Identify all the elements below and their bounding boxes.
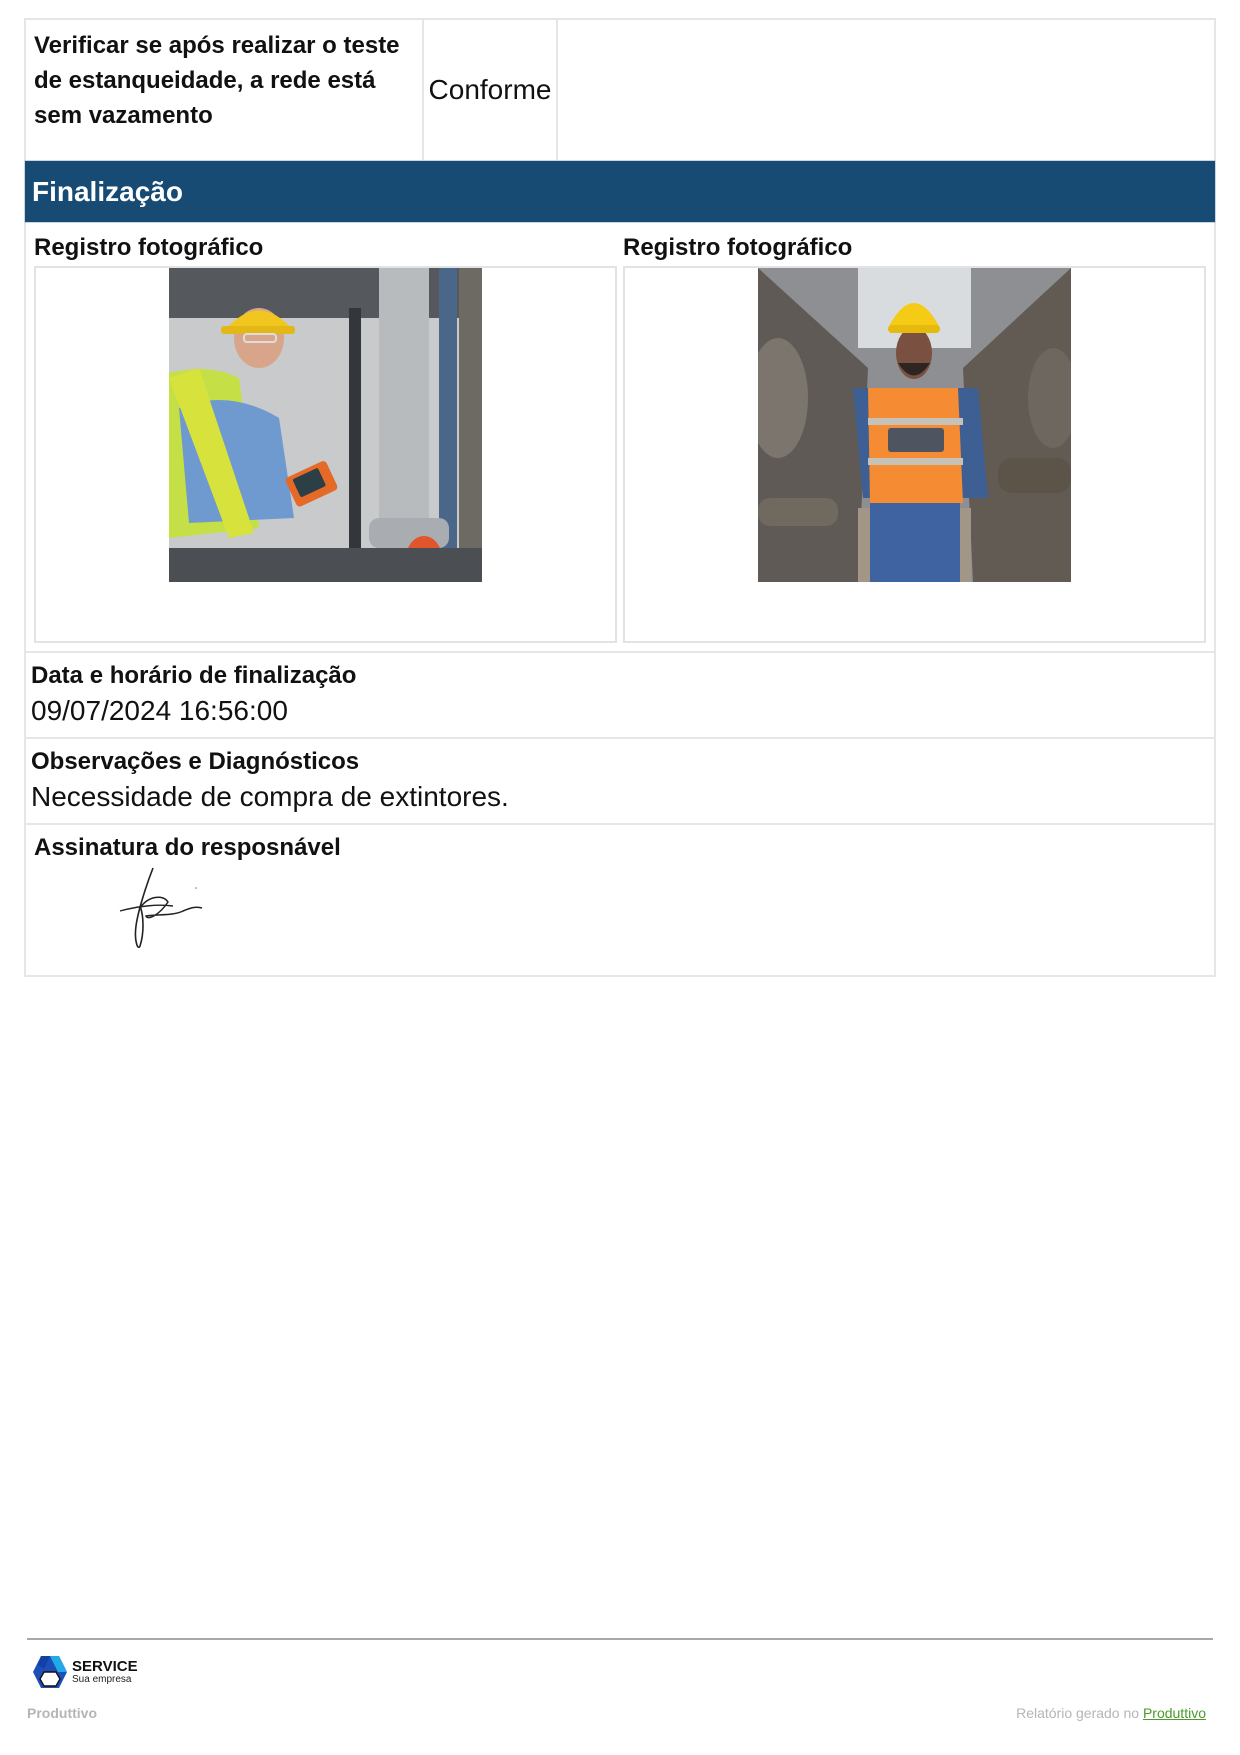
photo-frame xyxy=(623,266,1206,643)
hexagon-logo-icon xyxy=(32,1655,68,1689)
footer-generated-prefix: Relatório gerado no xyxy=(1016,1705,1143,1721)
photo-worker-meter[interactable] xyxy=(169,268,482,582)
photo-record-2 xyxy=(623,231,1206,643)
footer-divider xyxy=(27,1638,1213,1640)
finalization-datetime-field xyxy=(24,653,1216,739)
finalization-datetime-value: 09/07/2024 16:56:00 xyxy=(31,695,288,726)
photo-worker-tablet[interactable] xyxy=(758,268,1071,582)
signature-image xyxy=(118,866,218,956)
logo-tagline: Sua empresa xyxy=(72,1674,132,1685)
checklist-notes xyxy=(558,20,1214,160)
photo-record-row xyxy=(24,223,1216,653)
logo-text xyxy=(72,1659,138,1685)
section-header-finalizacao xyxy=(24,160,1216,223)
logo-name: SERVICE xyxy=(72,1658,138,1675)
photo-label: Registro fotográfico xyxy=(34,234,264,261)
section-title: Finalização xyxy=(32,175,183,207)
checklist-question: Verificar se após realizar o teste de estanqueidade, a rede está sem vazamento xyxy=(26,20,424,160)
field-label: Observações e Diagnósticos xyxy=(31,748,360,775)
produttivo-link[interactable]: Produttivo xyxy=(1142,1705,1206,1721)
company-logo xyxy=(32,1655,138,1689)
footer-generated-by xyxy=(1016,1705,1206,1721)
observations-value: Necessidade de compra de extintores. xyxy=(31,781,509,812)
field-label: Assinatura do resposnável xyxy=(34,834,341,861)
field-label: Data e horário de finalização xyxy=(31,662,357,689)
checklist-answer: Conforme xyxy=(424,20,558,160)
checklist-row xyxy=(24,18,1216,160)
photo-frame xyxy=(34,266,617,643)
photo-label: Registro fotográfico xyxy=(623,234,853,261)
report-page xyxy=(24,18,1216,977)
photo-record-1 xyxy=(34,231,617,643)
observations-field xyxy=(24,739,1216,825)
footer-brand-text: Produttivo xyxy=(27,1705,97,1721)
photo-image xyxy=(758,268,1071,582)
photo-image xyxy=(169,268,482,582)
